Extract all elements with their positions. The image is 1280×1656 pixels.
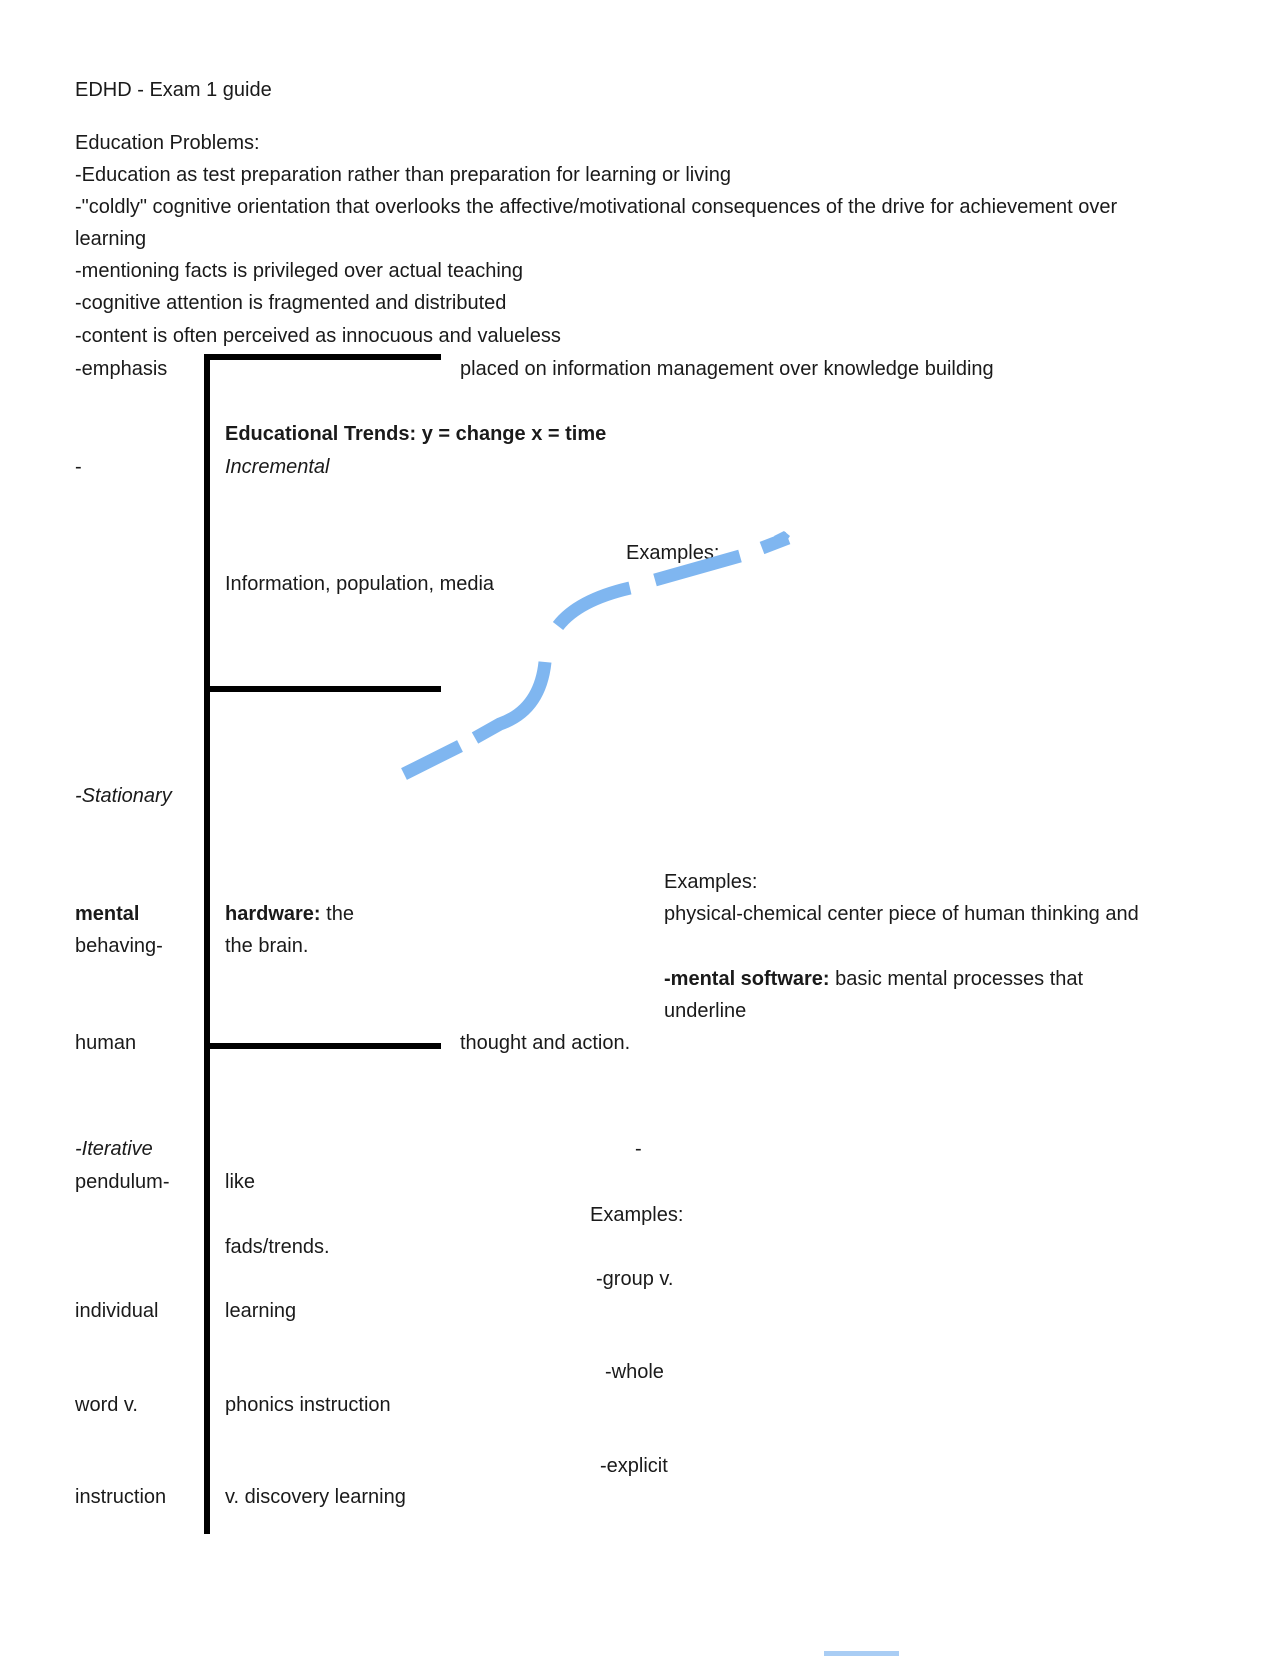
phonics-text: phonics instruction bbox=[225, 1394, 391, 1416]
problem-item: -mentioning facts is privileged over actual teaching bbox=[75, 260, 524, 282]
trends-heading: Educational Trends: y = change x = time bbox=[225, 423, 607, 445]
physical-text: physical-chemical center piece of human thinking and bbox=[664, 903, 1139, 925]
group-text: -group v. bbox=[596, 1268, 674, 1290]
explicit-text: -explicit bbox=[600, 1455, 668, 1477]
software-bold: -mental software: bbox=[664, 968, 830, 990]
software-rest: basic mental processes that bbox=[829, 968, 1084, 990]
iterative-label: -Iterative bbox=[75, 1138, 153, 1160]
incremental-label: Incremental bbox=[225, 456, 330, 478]
examples-label-3: Examples: bbox=[590, 1204, 684, 1226]
page-title: EDHD - Exam 1 guide bbox=[75, 79, 272, 101]
mental-label: mental bbox=[75, 903, 140, 925]
dash-marker: - bbox=[75, 456, 82, 478]
learning-text: learning bbox=[225, 1300, 297, 1322]
like-text: like bbox=[225, 1171, 256, 1193]
problem-item: -content is often perceived as innocuous and valueless bbox=[75, 325, 561, 347]
thought-text: thought and action. bbox=[460, 1032, 631, 1054]
examples-label-1: Examples: bbox=[626, 542, 720, 564]
human-label: human bbox=[75, 1032, 137, 1054]
emphasis-left: -emphasis bbox=[75, 358, 168, 380]
brain-text: the brain. bbox=[225, 935, 309, 957]
hardware-bold: hardware: bbox=[225, 903, 321, 925]
hardware-rest: the bbox=[320, 903, 354, 925]
software-text bbox=[664, 967, 1083, 991]
emphasis-right: placed on information management over knowledge building bbox=[460, 358, 994, 380]
instruction-label: instruction bbox=[75, 1486, 167, 1508]
problem-item: -"coldly" cognitive orientation that overlooks the affective/motivational consequences of the drive for achievement over bbox=[75, 196, 1118, 218]
whole-text: -whole bbox=[605, 1361, 664, 1383]
dash-marker-2: - bbox=[635, 1138, 642, 1160]
pendulum-label: pendulum- bbox=[75, 1171, 170, 1193]
problem-item: -Education as test preparation rather than preparation for learning or living bbox=[75, 164, 731, 186]
problem-item: -cognitive attention is fragmented and distributed bbox=[75, 292, 507, 314]
problem-item: learning bbox=[75, 228, 147, 250]
individual-label: individual bbox=[75, 1300, 159, 1322]
behaving-label: behaving- bbox=[75, 935, 163, 957]
hardware-text bbox=[225, 902, 354, 926]
examples-label-2: Examples: bbox=[664, 871, 758, 893]
fads-text: fads/trends. bbox=[225, 1236, 330, 1258]
problems-heading: Education Problems: bbox=[75, 132, 260, 154]
underline-text: underline bbox=[664, 1000, 747, 1022]
stationary-label: -Stationary bbox=[75, 785, 172, 807]
info-text: Information, population, media bbox=[225, 573, 495, 595]
dashed-curve-path bbox=[404, 538, 788, 774]
blue-mark-fragment bbox=[824, 1651, 899, 1656]
discovery-text: v. discovery learning bbox=[225, 1486, 406, 1508]
word-label: word v. bbox=[75, 1394, 138, 1416]
